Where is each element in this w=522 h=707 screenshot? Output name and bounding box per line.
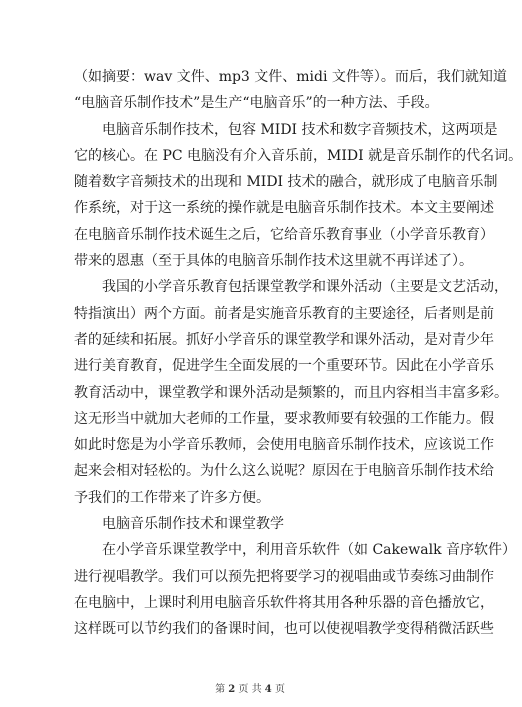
total-page-count: 4 [264, 684, 272, 695]
text-line: 进行美育教育，促进学生全面发展的一个重要环节。因此在小学音乐 [74, 358, 494, 375]
text-line: 者的延续和拓展。抓好小学音乐的课堂教学和课外活动，是对青少年 [74, 331, 494, 348]
text-line: 这无形当中就加大老师的工作量，要求教师要有较强的工作能力。假 [74, 410, 494, 427]
footer-middle: 页 共 [238, 684, 262, 695]
text-line: 在电脑音乐制作技术诞生之后，它给音乐教育事业（小学音乐教育） [74, 226, 494, 243]
page-footer [0, 680, 500, 695]
text-line: 如此时您是为小学音乐教师，会使用电脑音乐制作技术，应该说工作 [74, 437, 494, 454]
section-heading: 电脑音乐制作技术和课堂教学 [102, 516, 284, 533]
text-line: 进行视唱教学。我们可以预先把将要学习的视唱曲或节奏练习曲制作 [74, 568, 494, 585]
paragraph-start-line: 在小学音乐课堂教学中，利用音乐软件（如 Cakewalk 音序软件） [102, 542, 517, 559]
current-page-number: 2 [228, 684, 236, 695]
text-line: 教育活动中，课堂教学和课外活动是频繁的，而且内容相当丰富多彩。 [74, 384, 508, 401]
text-line: 带来的恩惠（至于具体的电脑音乐制作技术这里就不再详述了）。 [74, 253, 473, 270]
text-line: 予我们的工作带来了许多方便。 [74, 489, 270, 506]
text-line: “电脑音乐制作技术”是生产“电脑音乐”的一种方法、手段。 [74, 95, 439, 112]
body-text [74, 64, 522, 643]
text-line: （如摘要：wav 文件、mp3 文件、midi 文件等）。而后，我们就知道 [74, 69, 507, 85]
text-line: 在电脑中，上课时利用电脑音乐软件将其用各种乐器的音色播放它， [74, 594, 494, 611]
text-line: 它的核心。在 PC 电脑没有介入音乐前，MIDI 就是音乐制作的代名词。 [74, 147, 522, 164]
footer-suffix: 页 [274, 684, 285, 695]
text-line: 特指演出）两个方面。前者是实施音乐教育的主要途径，后者则是前 [74, 305, 494, 322]
text-line: 起来会相对轻松的。为什么这么说呢？原因在于电脑音乐制作技术给 [74, 463, 494, 480]
text-line: 这样既可以节约我们的备课时间，也可以使视唱教学变得稍微活跃些 [74, 621, 494, 638]
text-line: 随着数字音频技术的出现和 MIDI 技术的融合，就形成了电脑音乐制 [74, 174, 498, 191]
text-line: 作系统，对于这一系统的操作就是电脑音乐制作技术。本文主要阐述 [74, 200, 494, 217]
footer-prefix: 第 [215, 684, 226, 695]
paragraph-start-line: 电脑音乐制作技术，包容 MIDI 技术和数字音频技术，这两项是 [102, 121, 498, 138]
paragraph-start-line: 我国的小学音乐教育包括课堂教学和课外活动（主要是文艺活动， [102, 279, 508, 296]
